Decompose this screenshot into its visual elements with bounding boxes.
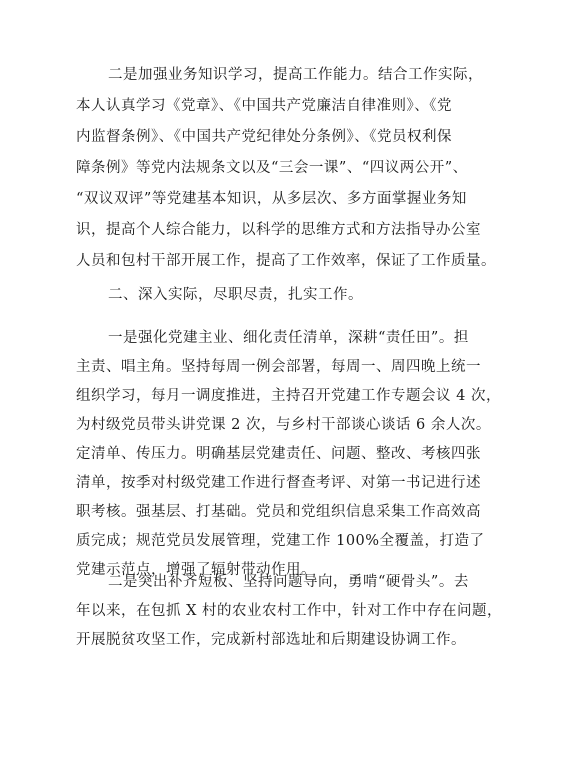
heading-line: 二、深入实际，尽职尽责，扎实工作。 [108,287,363,303]
text-line: 开展脱贫攻坚工作，完成新村部选址和后期建设协调工作。 [76,632,466,648]
text-line: 定清单、传压力。明确基层党建责任、问题、整改、考核四张 [76,446,481,462]
text-line: 职考核。强基层、打基础。党员和党组织信息采集工作高效高 [76,504,481,520]
text-line: 人员和包村干部开展工作，提高了工作效率，保证了工作质量。 [76,253,496,269]
text-line: 一是强化党建主业、细化责任清单，深耕“责任田”。担 [108,330,469,346]
text-line: 为村级党员带头讲党课 2 次，与乡村干部谈心谈话 6 余人次。 [76,417,491,433]
text-line: 二是加强业务知识学习，提高工作能力。结合工作实际， [108,67,483,83]
text-line: 障条例》等党内法规条文以及“三会一课”、“四议两公开”、 [76,160,468,176]
text-line: 识，提高个人综合能力，以科学的思维方式和方法指导办公室 [76,222,481,238]
text-line: 内监督条例》、《中国共产党纪律处分条例》、《党员权利保 [76,129,452,145]
text-line: 清单，按季对村级党建工作进行督查考评、对第一书记进行述 [76,475,481,491]
text-line: “双议双评”等党建基本知识，从多层次、多方面掌握业务知 [76,191,467,207]
text-line: 组织学习，每月一调度推进，主持召开党建工作专题会议 4 次， [76,388,501,404]
text-line: 本人认真学习《党章》、《中国共产党廉洁自律准则》、《党 [76,98,452,114]
text-line: 年以来，在包抓 X 村的农业农村工作中，针对工作中存在问题， [76,603,503,619]
text-line: 质完成；规范党员发展管理，党建工作 100%全覆盖，打造了 [76,533,485,549]
text-line: 党建示范点，增强了辐射带动作用。 [76,562,316,578]
text-line: 主责、唱主角。坚持每周一例会部署，每周一、周四晚上统一 [76,359,481,375]
text-line: 二是突出补齐短板、坚持问题导向，勇啃“硬骨头”。去 [108,574,469,590]
